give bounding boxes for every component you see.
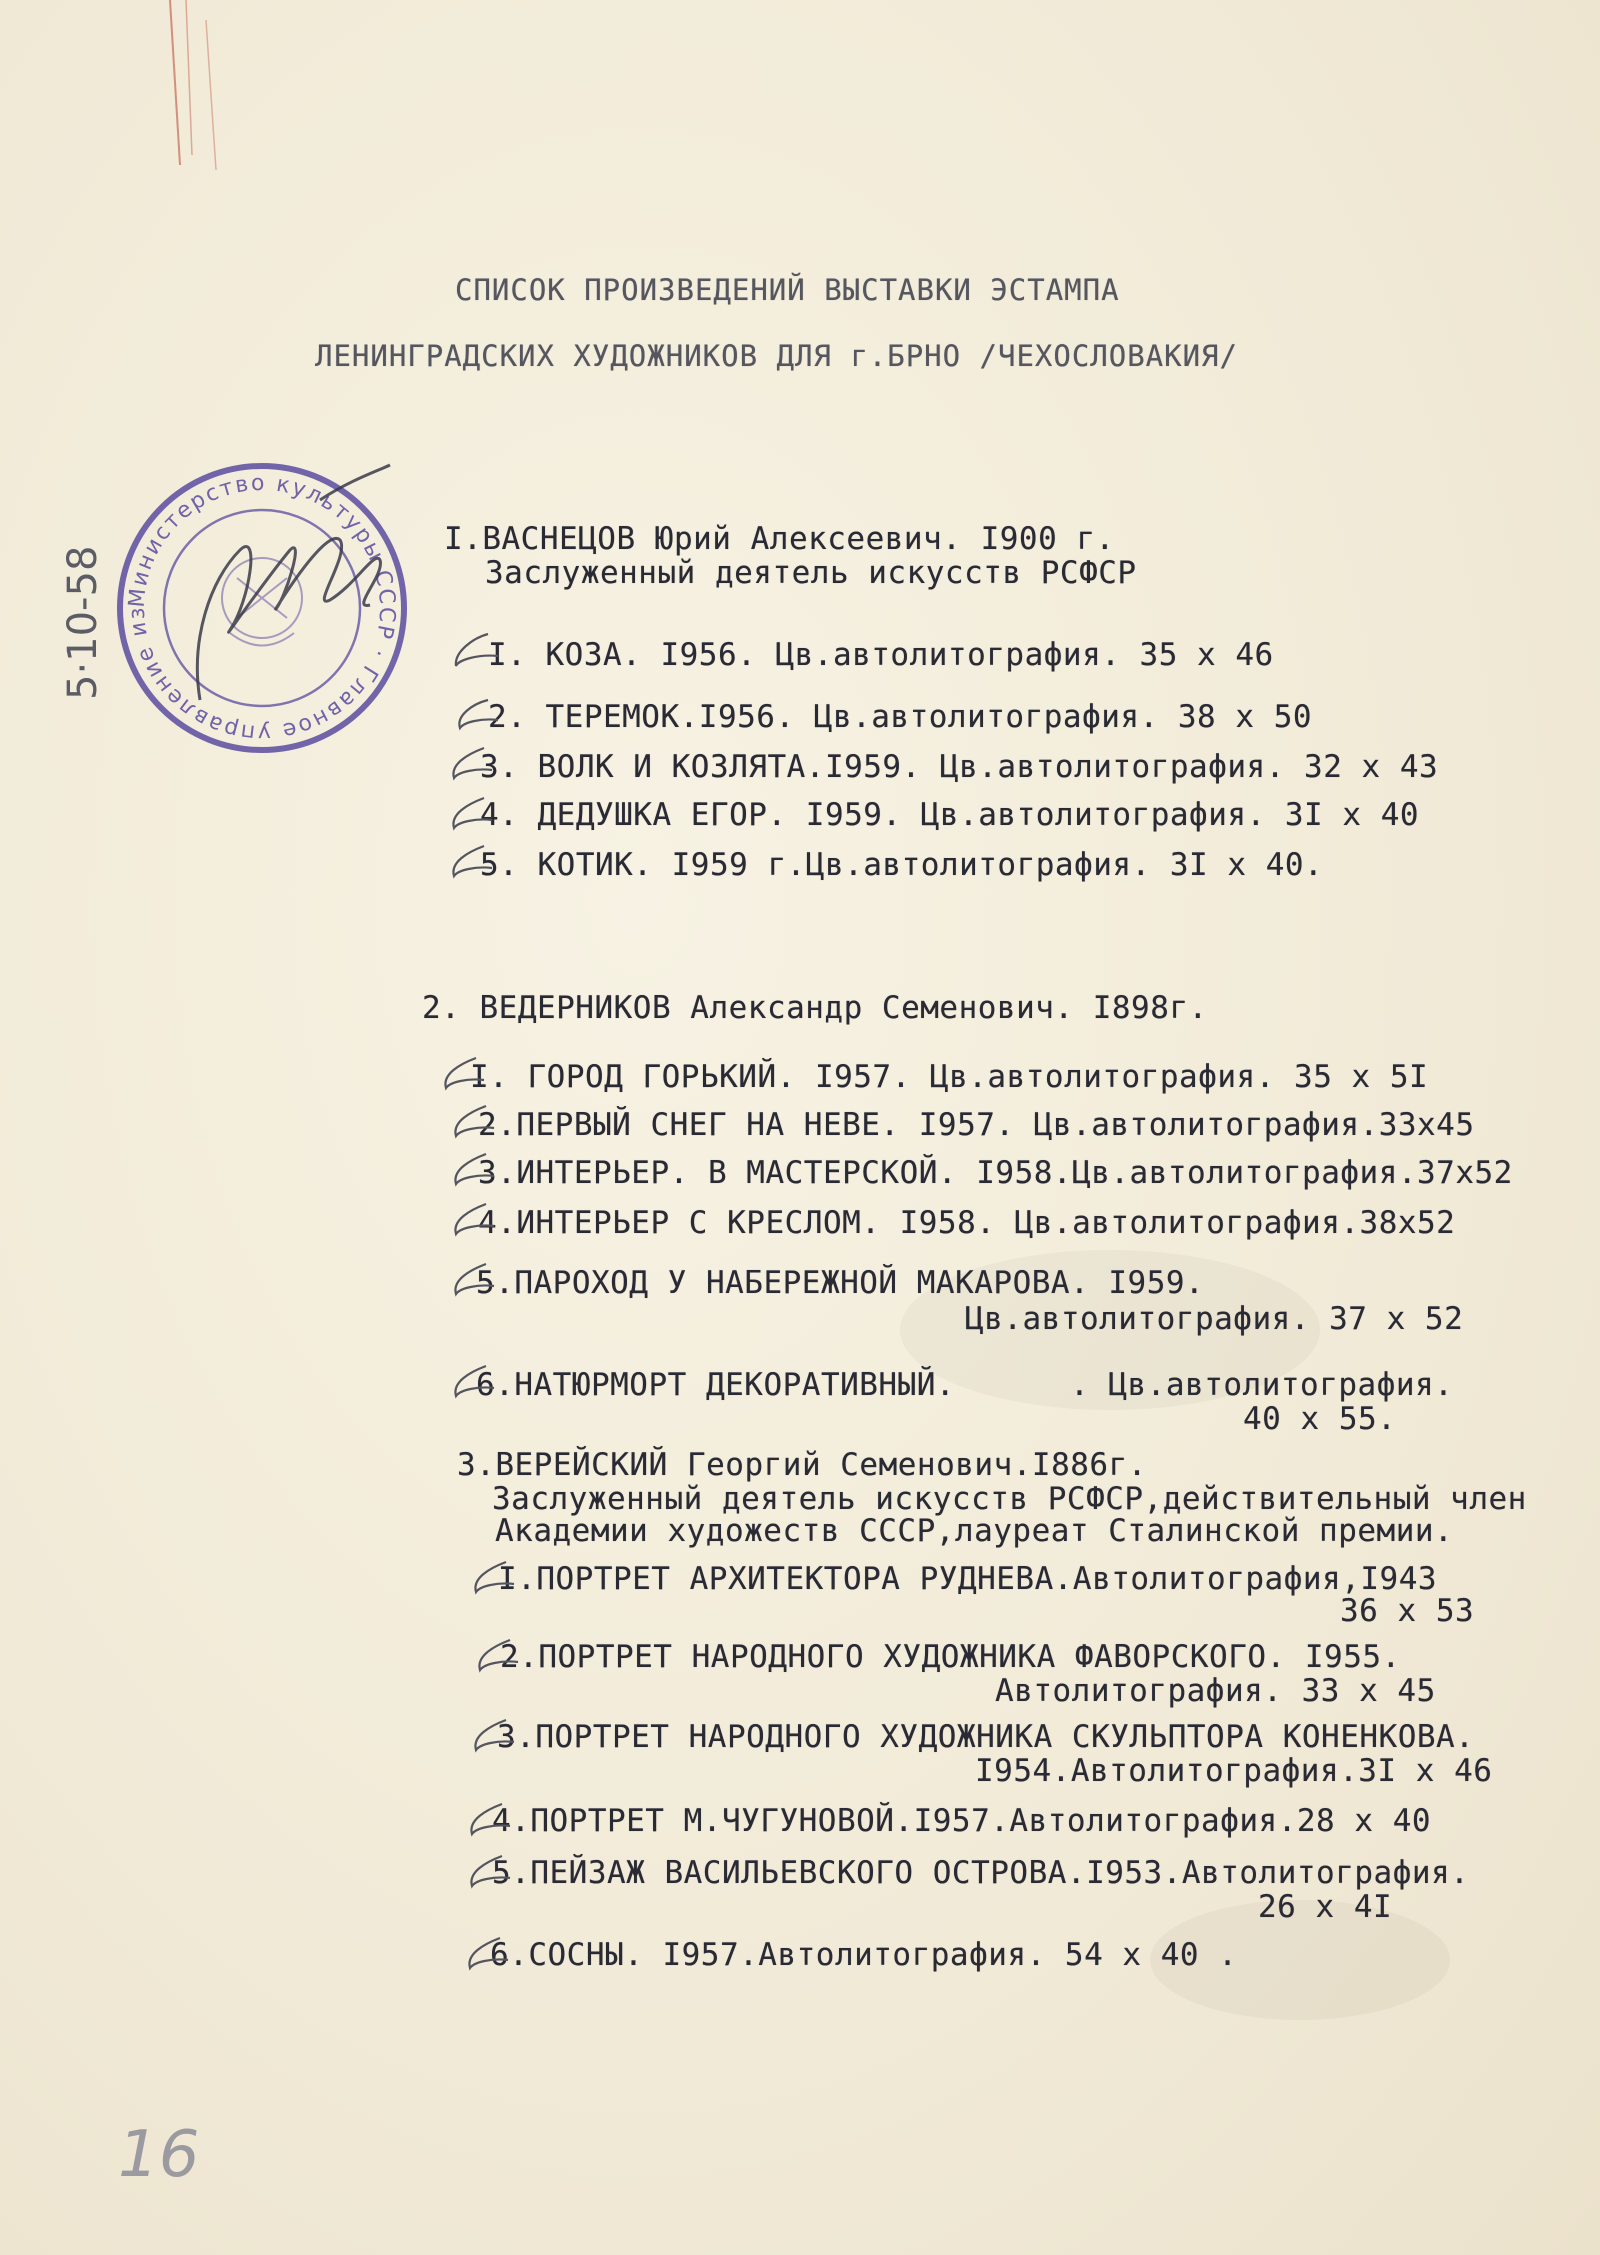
artist-heading: I.ВАСНЕЦОВ Юрий Алексеевич. I900 г. <box>444 521 1115 557</box>
title-line-2: ЛЕНИНГРАДСКИХ ХУДОЖНИКОВ ДЛЯ г.БРНО /ЧЕХОСЛОВАКИЯ/ <box>315 339 1238 373</box>
work-line: 5.ПАРОХОД У НАБЕРЕЖНОЙ МАКАРОВА. I959. <box>476 1265 1205 1301</box>
work-line: 4. ДЕДУШКА ЕГОР. I959. Цв.автолитография. 3I x 40 <box>480 797 1420 833</box>
work-line-continued: Автолитография. 33 x 45 <box>995 1673 1436 1709</box>
work-line: 5. КОТИК. I959 г.Цв.автолитография. 3I x 40. <box>480 847 1324 883</box>
work-line-continued: 40 x 55. <box>1243 1401 1397 1437</box>
work-line: 5.ПЕЙЗАЖ ВАСИЛЬЕВСКОГО ОСТРОВА.I953.Автолитография. <box>492 1855 1470 1891</box>
work-line: 6.НАТЮРМОРТ ДЕКОРАТИВНЫЙ. . Цв.автолитография. <box>476 1367 1454 1403</box>
svg-text:Министерство культуры СССР · Г: Министерство культуры СССР · Главное управление из <box>124 470 400 746</box>
work-line: 4.ПОРТРЕТ М.ЧУГУНОВОЙ.I957.Автолитография.28 x 40 <box>492 1803 1432 1839</box>
artist-info-line: Заслуженный деятель искусств РСФСР,действительный член <box>492 1481 1527 1517</box>
corner-pencil-mark <box>158 0 238 170</box>
work-line: 2. ТЕРЕМОК.I956. Цв.автолитография. 38 x 50 <box>488 699 1313 735</box>
page-number: 16 <box>118 2118 200 2192</box>
work-line: 3.ИНТЕРЬЕР. В МАСТЕРСКОЙ. I958.Цв.автолитография.37x52 <box>478 1155 1513 1191</box>
work-line-continued: I954.Автолитография.3I x 46 <box>975 1753 1493 1789</box>
work-line: 4.ИНТЕРЬЕР С КРЕСЛОМ. I958. Цв.автолитография.38x52 <box>478 1205 1456 1241</box>
work-line: 6.СОСНЫ. I957.Автолитография. 54 x 40 . <box>490 1937 1238 1973</box>
work-line: 3.ПОРТРЕТ НАРОДНОГО ХУДОЖНИКА СКУЛЬПТОРА КОНЕНКОВА. <box>497 1719 1475 1755</box>
work-line: 3. ВОЛК И КОЗЛЯТА.I959. Цв.автолитография. 32 x 43 <box>480 749 1439 785</box>
work-line: I. КОЗА. I956. Цв.автолитография. 35 x 46 <box>488 637 1274 673</box>
artist-heading: 3.ВЕРЕЙСКИЙ Георгий Семенович.I886г. <box>457 1447 1147 1483</box>
artist-info-line: Заслуженный деятель искусств РСФСР <box>485 555 1137 591</box>
signature-scribble <box>180 460 410 720</box>
work-line: 2.ПОРТРЕТ НАРОДНОГО ХУДОЖНИКА ФАВОРСКОГО. I955. <box>500 1639 1401 1675</box>
artist-info-line: Академии художеств СССР,лауреат Сталинской премии. <box>495 1513 1454 1549</box>
work-line: I.ПОРТРЕТ АРХИТЕКТОРА РУДНЕВА.Автолитография,I943 <box>498 1561 1438 1597</box>
title-line-1: СПИСОК ПРОИЗВЕДЕНИЙ ВЫСТАВКИ ЭСТАМПА <box>455 273 1120 307</box>
artist-heading: 2. ВЕДЕРНИКОВ Александр Семенович. I898г. <box>422 990 1208 1026</box>
work-line-continued: 26 x 4I <box>1258 1889 1393 1925</box>
work-line-continued: 36 x 53 <box>1340 1593 1475 1629</box>
work-line: 2.ПЕРВЫЙ СНЕГ НА НЕВЕ. I957. Цв.автолитография.33x45 <box>478 1107 1475 1143</box>
work-line-continued: Цв.автолитография. 37 x 52 <box>965 1301 1464 1337</box>
work-line: I. ГОРОД ГОРЬКИЙ. I957. Цв.автолитография. 35 x 5I <box>470 1059 1429 1095</box>
date-annotation: 5·10-58 <box>60 545 106 700</box>
